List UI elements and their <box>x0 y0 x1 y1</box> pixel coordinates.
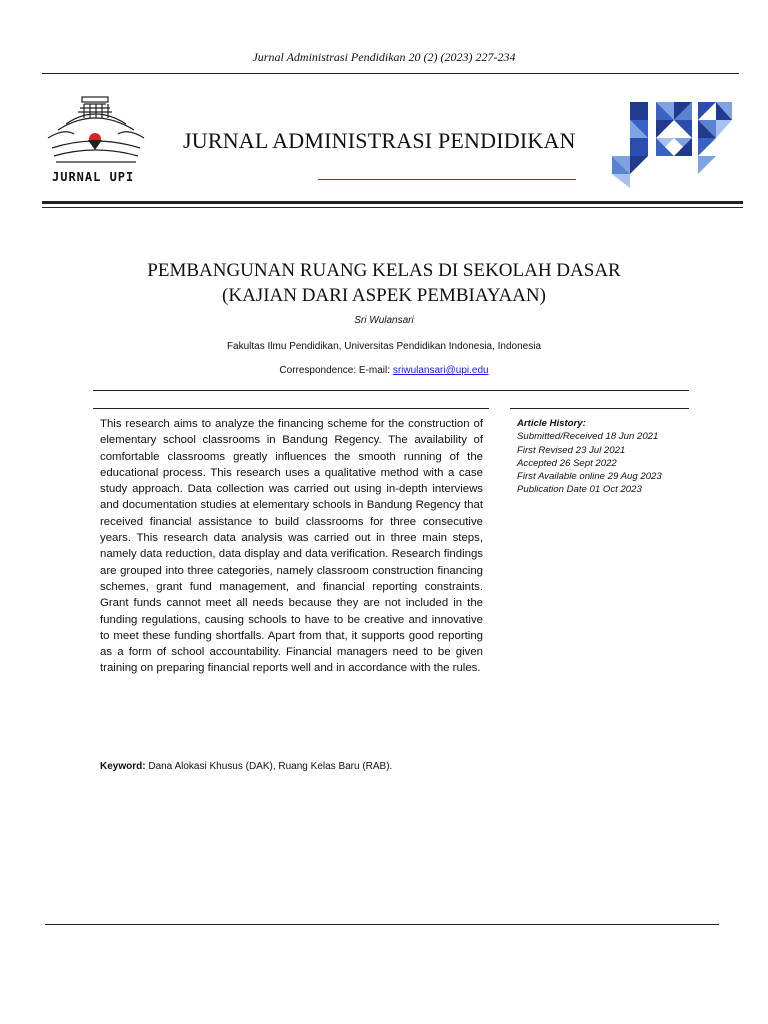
abstract-left-rule <box>93 408 489 409</box>
history-item: Accepted 26 Sept 2022 <box>517 457 617 469</box>
jap-logo-icon <box>608 98 734 188</box>
article-history <box>517 417 662 497</box>
correspondence-label: Correspondence: E-mail: <box>279 365 393 376</box>
keywords <box>100 761 392 772</box>
correspondence <box>0 365 768 376</box>
history-item: First Revised 23 Jul 2021 <box>517 444 626 456</box>
journal-link-underline <box>318 179 576 180</box>
keywords-text: Dana Alokasi Khusus (DAK), Ruang Kelas Baru (RAB). <box>145 761 393 772</box>
history-item: Submitted/Received 18 Jun 2021 <box>517 431 659 443</box>
logo-left-label: JURNAL UPI <box>52 170 135 184</box>
history-item: First Available online 29 Aug 2023 <box>517 471 662 483</box>
footer-rule <box>45 924 719 925</box>
email-link[interactable]: sriwulansari@upi.edu <box>392 365 489 376</box>
affiliation: Fakultas Ilmu Pendidikan, Universitas Pendidikan Indonesia, Indonesia <box>226 341 542 352</box>
keywords-label: Keyword: <box>100 761 146 772</box>
history-rule <box>510 408 689 409</box>
history-heading: Article History: <box>517 418 586 429</box>
abstract-text: This research aims to analyze the financing scheme for the construction of elementary school classrooms in Bandung Regency. The availability of comfortable classrooms greatly influences the smooth running of the educational process. This research uses a qualitative method with a case study approach. Data collection was carried out using in-depth interviews and documentation studies at elementary schools in Bandung Regency that received financial assistance to build classrooms for three consecutive years. This research data analysis was carried out in three main steps, namely data reduction, data display and data verification. Research findings are grouped into three categories, namely classroom construction financing schemes, grant fund management, and financial reporting constraints. Grant funds cannot meet all needs because they are not included in the funding regulations, causing schools to have to be creative and innovative to meet these funding shortfalls. Apart from that, it supports good reporting as a form of school accountability. Financial managers need to be given training on preparing financial reports well and in accordance with the rules. <box>100 418 483 675</box>
author-name: Sri Wulansari <box>354 315 414 326</box>
running-head: Jurnal Administrasi Pendidikan 20 (2) (2023) 227-234 <box>252 50 516 64</box>
history-item: Publication Date 01 Oct 2023 <box>517 484 642 496</box>
article-title-line2: (KAJIAN DARI ASPEK PEMBIAYAAN) <box>222 285 546 306</box>
header-bottom-rule-thick <box>42 201 743 204</box>
article-title-line1: PEMBANGUNAN RUANG KELAS DI SEKOLAH DASAR <box>147 260 621 281</box>
article-title <box>0 258 768 308</box>
header-bottom-rule-thin <box>42 207 743 208</box>
journal-name: JURNAL ADMINISTRASI PENDIDIKAN <box>183 128 576 153</box>
abstract-top-rule <box>93 390 689 391</box>
header-top-rule <box>42 73 739 74</box>
